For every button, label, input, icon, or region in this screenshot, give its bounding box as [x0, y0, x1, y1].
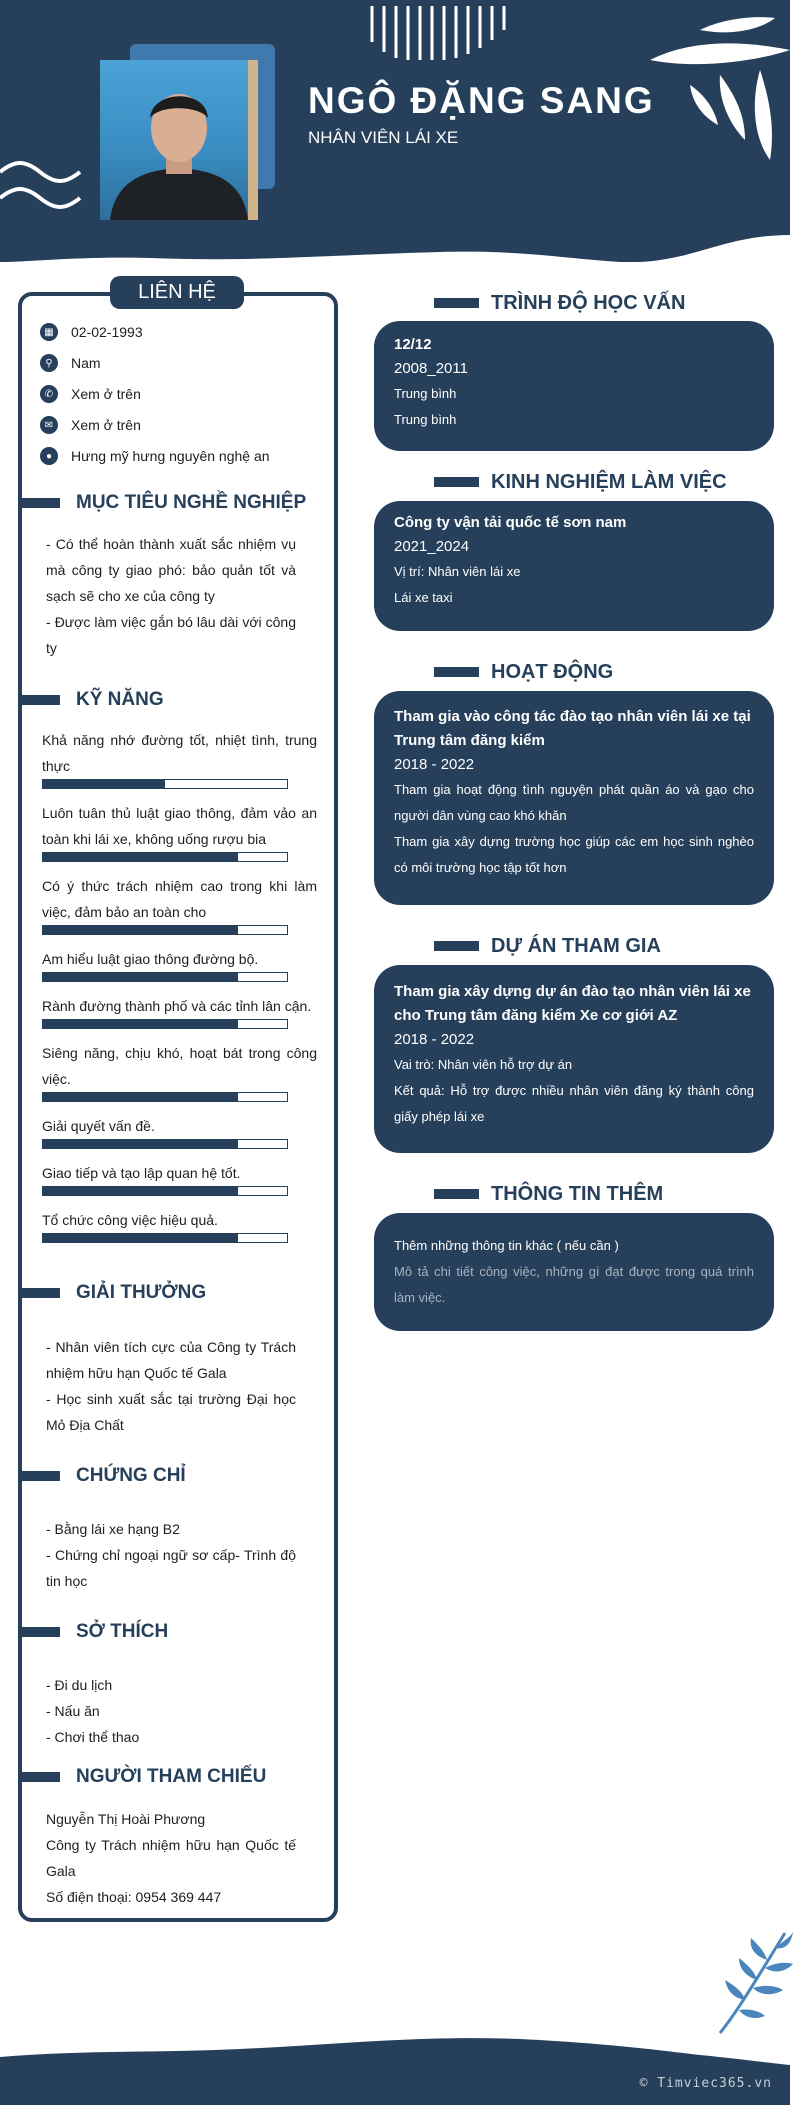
project-heading: Tham gia xây dựng dự án đào tạo nhân viên lái xe cho Trung tâm đăng kiểm Xe cơ giới AZ: [394, 983, 751, 1024]
skill-bar-fill: [43, 1140, 238, 1148]
activities-card: [374, 691, 774, 905]
skill-name: Am hiểu luật giao thông đường bộ.: [42, 951, 259, 967]
skills-heading: [22, 687, 164, 713]
skill-bar-fill: [43, 926, 238, 934]
hobbies-heading: [22, 1619, 168, 1645]
award-line: - Nhân viên tích cực của Công ty Trách nhiệm hữu hạn Quốc tế Gala: [46, 1339, 296, 1381]
skill-bar: [42, 1139, 288, 1149]
skill-bar-fill: [43, 1187, 238, 1195]
heading-bar: [434, 298, 479, 308]
phone-icon: ✆: [40, 385, 58, 403]
education-title: TRÌNH ĐỘ HỌC VẤN: [491, 291, 686, 314]
certificates-title: CHỨNG CHỈ: [76, 1465, 186, 1486]
awards-title: GIẢI THƯỞNG: [76, 1282, 207, 1303]
objective-title: MỤC TIÊU NGHỀ NGHIỆP: [76, 492, 307, 513]
hobby-line: - Chơi thể thao: [46, 1729, 140, 1745]
skill-bar: [42, 779, 288, 789]
contact-item-email: [40, 414, 141, 436]
skill-bar-fill: [43, 973, 238, 981]
heading-bar: [434, 1189, 479, 1199]
contact-item-birthdate: [40, 321, 143, 343]
project-period: 2018 - 2022: [394, 1031, 475, 1048]
objective-heading: [22, 490, 306, 516]
education-school: 12/12: [394, 336, 432, 353]
skill-bar: [42, 1233, 288, 1243]
hobby-line: - Nấu ăn: [46, 1703, 100, 1719]
skill-bar: [42, 925, 288, 935]
heading-bar: [434, 667, 479, 677]
references-heading: [22, 1764, 266, 1790]
skill-bar-fill: [43, 1093, 238, 1101]
extra-heading: [434, 1180, 663, 1208]
skill-name: Tổ chức công việc hiệu quả.: [42, 1212, 218, 1228]
heading-bar: [22, 1471, 60, 1481]
contact-text: Hưng mỹ hưng nguyên nghệ an: [71, 448, 270, 464]
leaf-icon: [715, 1928, 795, 2038]
profile-photo: [100, 60, 258, 220]
skill-bar-fill: [43, 780, 165, 788]
education-heading: [434, 289, 685, 317]
skill-bar: [42, 852, 288, 862]
certificates-heading: [22, 1463, 186, 1489]
award-line: - Học sinh xuất sắc tại trường Đại học Mỏ Địa Chất: [46, 1391, 296, 1433]
footer-watermark: © Timviec365.vn: [639, 2076, 772, 2091]
location-icon: ●: [40, 447, 58, 465]
experience-title: KINH NGHIỆM LÀM VIỆC: [491, 470, 727, 493]
contact-text: Xem ở trên: [71, 386, 141, 402]
gender-icon: ⚲: [40, 354, 58, 372]
certificate-line: - Chứng chỉ ngoại ngữ sơ cấp- Trình độ tin học: [46, 1547, 296, 1589]
contact-item-address: [40, 445, 270, 467]
projects-card: [374, 965, 774, 1153]
education-period: 2008_2011: [394, 360, 468, 377]
activity-period: 2018 - 2022: [394, 756, 475, 773]
extra-card: [374, 1213, 774, 1331]
reference-line: Công ty Trách nhiệm hữu hạn Quốc tế Gala: [46, 1837, 296, 1879]
footer-band: [0, 2035, 790, 2105]
activity-line: Tham gia xây dựng trường học giúp các em học sinh nghèo có môi trường học tập tốt hơn: [394, 834, 754, 875]
references-title: NGƯỜI THAM CHIẾU: [76, 1766, 267, 1787]
hobbies-title: SỞ THÍCH: [76, 1621, 169, 1642]
certificate-line: - Bằng lái xe hạng B2: [46, 1521, 180, 1537]
activity-line: Tham gia hoạt động tình nguyện phát quần áo và gạo cho người dân vùng cao khó khăn: [394, 782, 754, 823]
skill-bar-fill: [43, 1020, 238, 1028]
objective-line: - Được làm việc gắn bó lâu dài với công ty: [46, 614, 296, 656]
contact-text: Nam: [71, 355, 101, 371]
education-card: [374, 321, 774, 451]
email-icon: ✉: [40, 416, 58, 434]
skill-name: Có ý thức trách nhiệm cao trong khi làm việc, đảm bảo an toàn cho: [42, 878, 317, 920]
extra-line-muted: Mô tả chi tiết công việc, những gì đạt được trong quá trình làm việc.: [394, 1264, 754, 1305]
candidate-name: NGÔ ĐẶNG SANG: [308, 80, 655, 121]
contact-item-gender: [40, 352, 101, 374]
person-silhouette-icon: [100, 60, 258, 220]
experience-company: Công ty vận tải quốc tế sơn nam: [394, 514, 627, 531]
photo-edge: [248, 60, 258, 220]
skill-name: Luôn tuân thủ luật giao thông, đảm vảo an toàn khi lái xe, không uống rượu bia: [42, 805, 317, 847]
experience-position: Vị trí: Nhân viên lái xe: [394, 564, 521, 579]
skill-bar: [42, 1186, 288, 1196]
skills-title: KỸ NĂNG: [76, 689, 164, 710]
contact-text: 02-02-1993: [71, 324, 143, 340]
project-result: Kết quả: Hỗ trợ được nhiều nhân viên đăng ký thành công giấy phép lái xe: [394, 1083, 754, 1124]
project-role: Vai trò: Nhân viên hỗ trợ dự án: [394, 1057, 573, 1072]
heading-bar: [22, 1772, 60, 1782]
heading-bar: [22, 695, 60, 705]
reference-line: Số điện thoại: 0954 369 447: [46, 1889, 222, 1905]
experience-detail: Lái xe taxi: [394, 590, 453, 605]
activities-title: HOẠT ĐỘNG: [491, 660, 614, 683]
skill-name: Giao tiếp và tạo lập quan hệ tốt.: [42, 1165, 241, 1181]
education-line: Trung bình: [394, 412, 457, 427]
contact-section-title: LIÊN HỆ: [110, 276, 244, 309]
experience-heading: [434, 468, 727, 496]
skill-bar: [42, 972, 288, 982]
experience-card: [374, 501, 774, 631]
heading-bar: [22, 1627, 60, 1637]
objective-line: - Có thể hoàn thành xuất sắc nhiệm vụ mà công ty giao phó: bảo quản tốt và sạch sẽ cho xe của công ty: [46, 536, 296, 604]
skill-bar: [42, 1092, 288, 1102]
skill-bar-fill: [43, 853, 238, 861]
skill-name: Khả năng nhớ đường tốt, nhiệt tình, trung thực: [42, 732, 317, 774]
experience-period: 2021_2024: [394, 538, 470, 555]
heading-bar: [22, 498, 60, 508]
extra-title: THÔNG TIN THÊM: [491, 1182, 664, 1205]
contact-text: Xem ở trên: [71, 417, 141, 433]
calendar-icon: ▦: [40, 323, 58, 341]
contact-item-phone: [40, 383, 141, 405]
activity-heading: Tham gia vào công tác đào tạo nhân viên lái xe tại Trung tâm đăng kiểm: [394, 708, 751, 749]
reference-line: Nguyễn Thị Hoài Phương: [46, 1811, 206, 1827]
projects-heading: [434, 932, 661, 960]
education-line: Trung bình: [394, 386, 457, 401]
awards-heading: [22, 1280, 206, 1306]
heading-bar: [434, 941, 479, 951]
skill-name: Rành đường thành phố và các tỉnh lân cận.: [42, 998, 312, 1014]
skill-bar: [42, 1019, 288, 1029]
job-title: NHÂN VIÊN LÁI XE: [308, 128, 459, 147]
extra-line: Thêm những thông tin khác ( nếu cần ): [394, 1238, 619, 1253]
hobby-line: - Đi du lịch: [46, 1677, 113, 1693]
skill-name: Giải quyết vấn đề.: [42, 1118, 155, 1134]
skill-name: Siêng năng, chịu khó, hoạt bát trong công việc.: [42, 1045, 317, 1087]
heading-bar: [434, 477, 479, 487]
skill-bar-fill: [43, 1234, 238, 1242]
projects-title: DỰ ÁN THAM GIA: [491, 934, 661, 957]
header-banner: [0, 0, 790, 262]
activities-heading: [434, 658, 613, 686]
heading-bar: [22, 1288, 60, 1298]
